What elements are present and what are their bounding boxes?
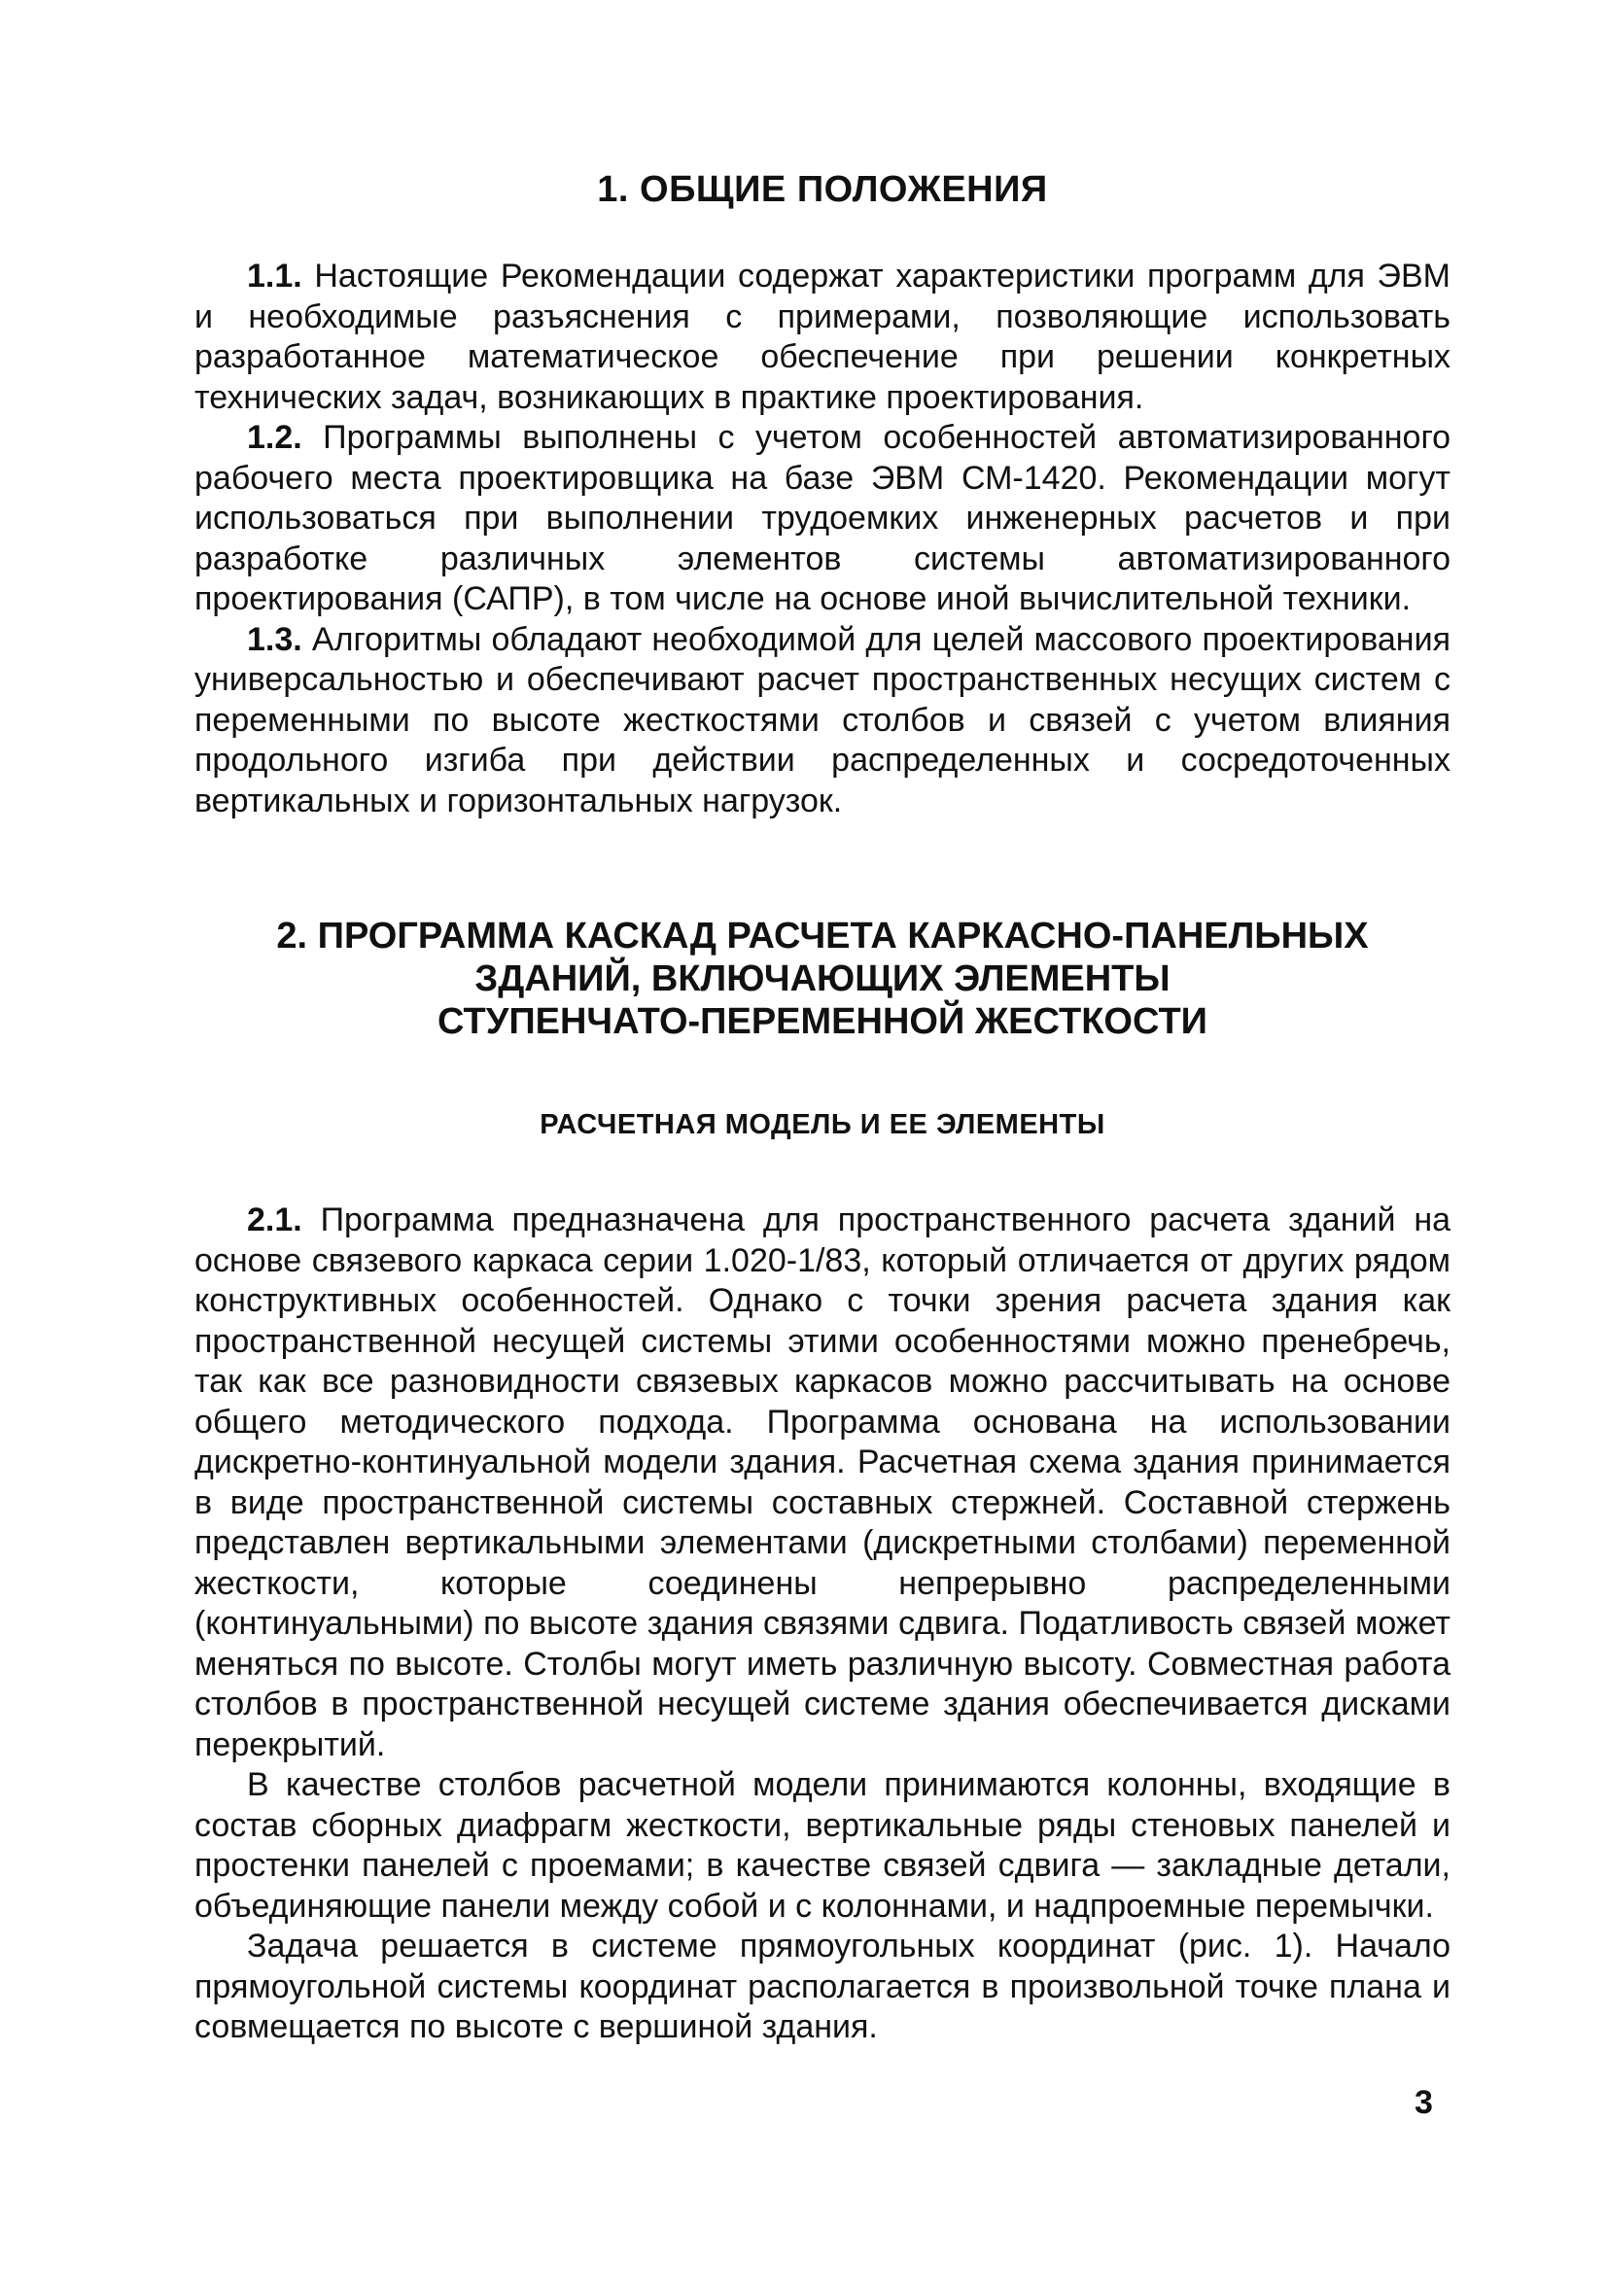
page-number: 3 [1415,2084,1433,2121]
section-2-title-line: 2. ПРОГРАММА КАСКАД РАСЧЕТА КАРКАСНО-ПАНЕЛЬНЫХ [276,916,1369,957]
paragraph-text: Алгоритмы обладают необходимой для целей массового проектирования универсальностью и обеспечивают расчет пространственных несущих систем с переменными по высоте жесткостями столбов и связей с учетом влияния продольного изгиба при действии распределенных и сосредоточенных вертикальных и горизонтальных нагрузок. [194,620,1451,819]
paragraph-2-columns: В качестве столбов расчетной модели принимаются колонны, входящие в состав сборных диафрагм жесткости, вертикальные ряды стеновых панелей и простенки панелей с проемами; в качестве связей сдвига — закладные детали, объединяющие панели между собой и с колоннами, и надпроемные перемычки. [194,1766,1451,1925]
section-2-title-line: ЗДАНИЙ, ВКЛЮЧАЮЩИХ ЭЛЕМЕНТЫ [474,958,1171,999]
paragraph-text: Программы выполнены с учетом особенностей автоматизированного рабочего места проектировщика на базе ЭВМ СМ-1420. Рекомендации могут использоваться при выполнении трудоемких инженерных расчетов и при разработке различных элементов системы автоматизированного проектирования (САПР), в том числе на основе иной вычислительной техники. [194,419,1451,617]
paragraph-text: Настоящие Рекомендации содержат характеристики программ для ЭВМ и необходимые разъяснения с примерами, позволяющие использовать разработанное математическое обеспечение при решении конкретных технических задач, возникающих в практике проектирования. [194,258,1451,416]
paragraph-2-coordinates: Задача решается в системе прямоугольных координат (рис. 1). Начало прямоугольной системы координат располагается в произвольной точке плана и совмещается по высоте с вершиной здания. [194,1928,1451,2045]
paragraph-1-3 [194,620,1451,822]
paragraph-1-2 [194,418,1451,620]
paragraph-text: Программа предназначена для пространственного расчета зданий на основе связевого каркаса серии 1.020-1/83, который отличается от других рядом конструктивных особенностей. Однако с точки зрения расчета здания как пространственной несущей системы этими особенностями можно пренебречь, так как все разновидности связевых каркасов можно рассчитывать на основе общего методического подхода. Программа основана на использовании дискретно-континуальной модели здания. Расчетная схема здания принимается в виде пространственной системы составных стержней. Составной стержень представлен вертикальными элементами (дискретными столбами) переменной жесткости, которые соединены непрерывно распределенными (континуальными) по высоте здания связями сдвига. Податливость связей может меняться по высоте. Столбы могут иметь различную высоту. Совместная работа столбов в пространственной несущей системе здания обеспечивается дисками перекрытий. [194,1201,1451,1763]
subsection-title: РАСЧЕТНАЯ МОДЕЛЬ И ЕЕ ЭЛЕМЕНТЫ [540,1109,1105,1140]
section-1-title: 1. ОБЩИЕ ПОЛОЖЕНИЯ [597,169,1048,210]
paragraph-number: 2.1. [247,1201,302,1238]
paragraph-1-1 [194,257,1451,418]
section-2-title [194,915,1451,1043]
paragraph-number: 1.3. [247,620,302,658]
paragraph-2-1 [194,1200,1451,1765]
paragraph-number: 1.1. [247,258,302,295]
paragraph-number: 1.2. [247,419,302,456]
page-content [194,167,1451,2048]
section-2-title-line: СТУПЕНЧАТО-ПЕРЕМЕННОЙ ЖЕСТКОСТИ [437,1001,1207,1042]
